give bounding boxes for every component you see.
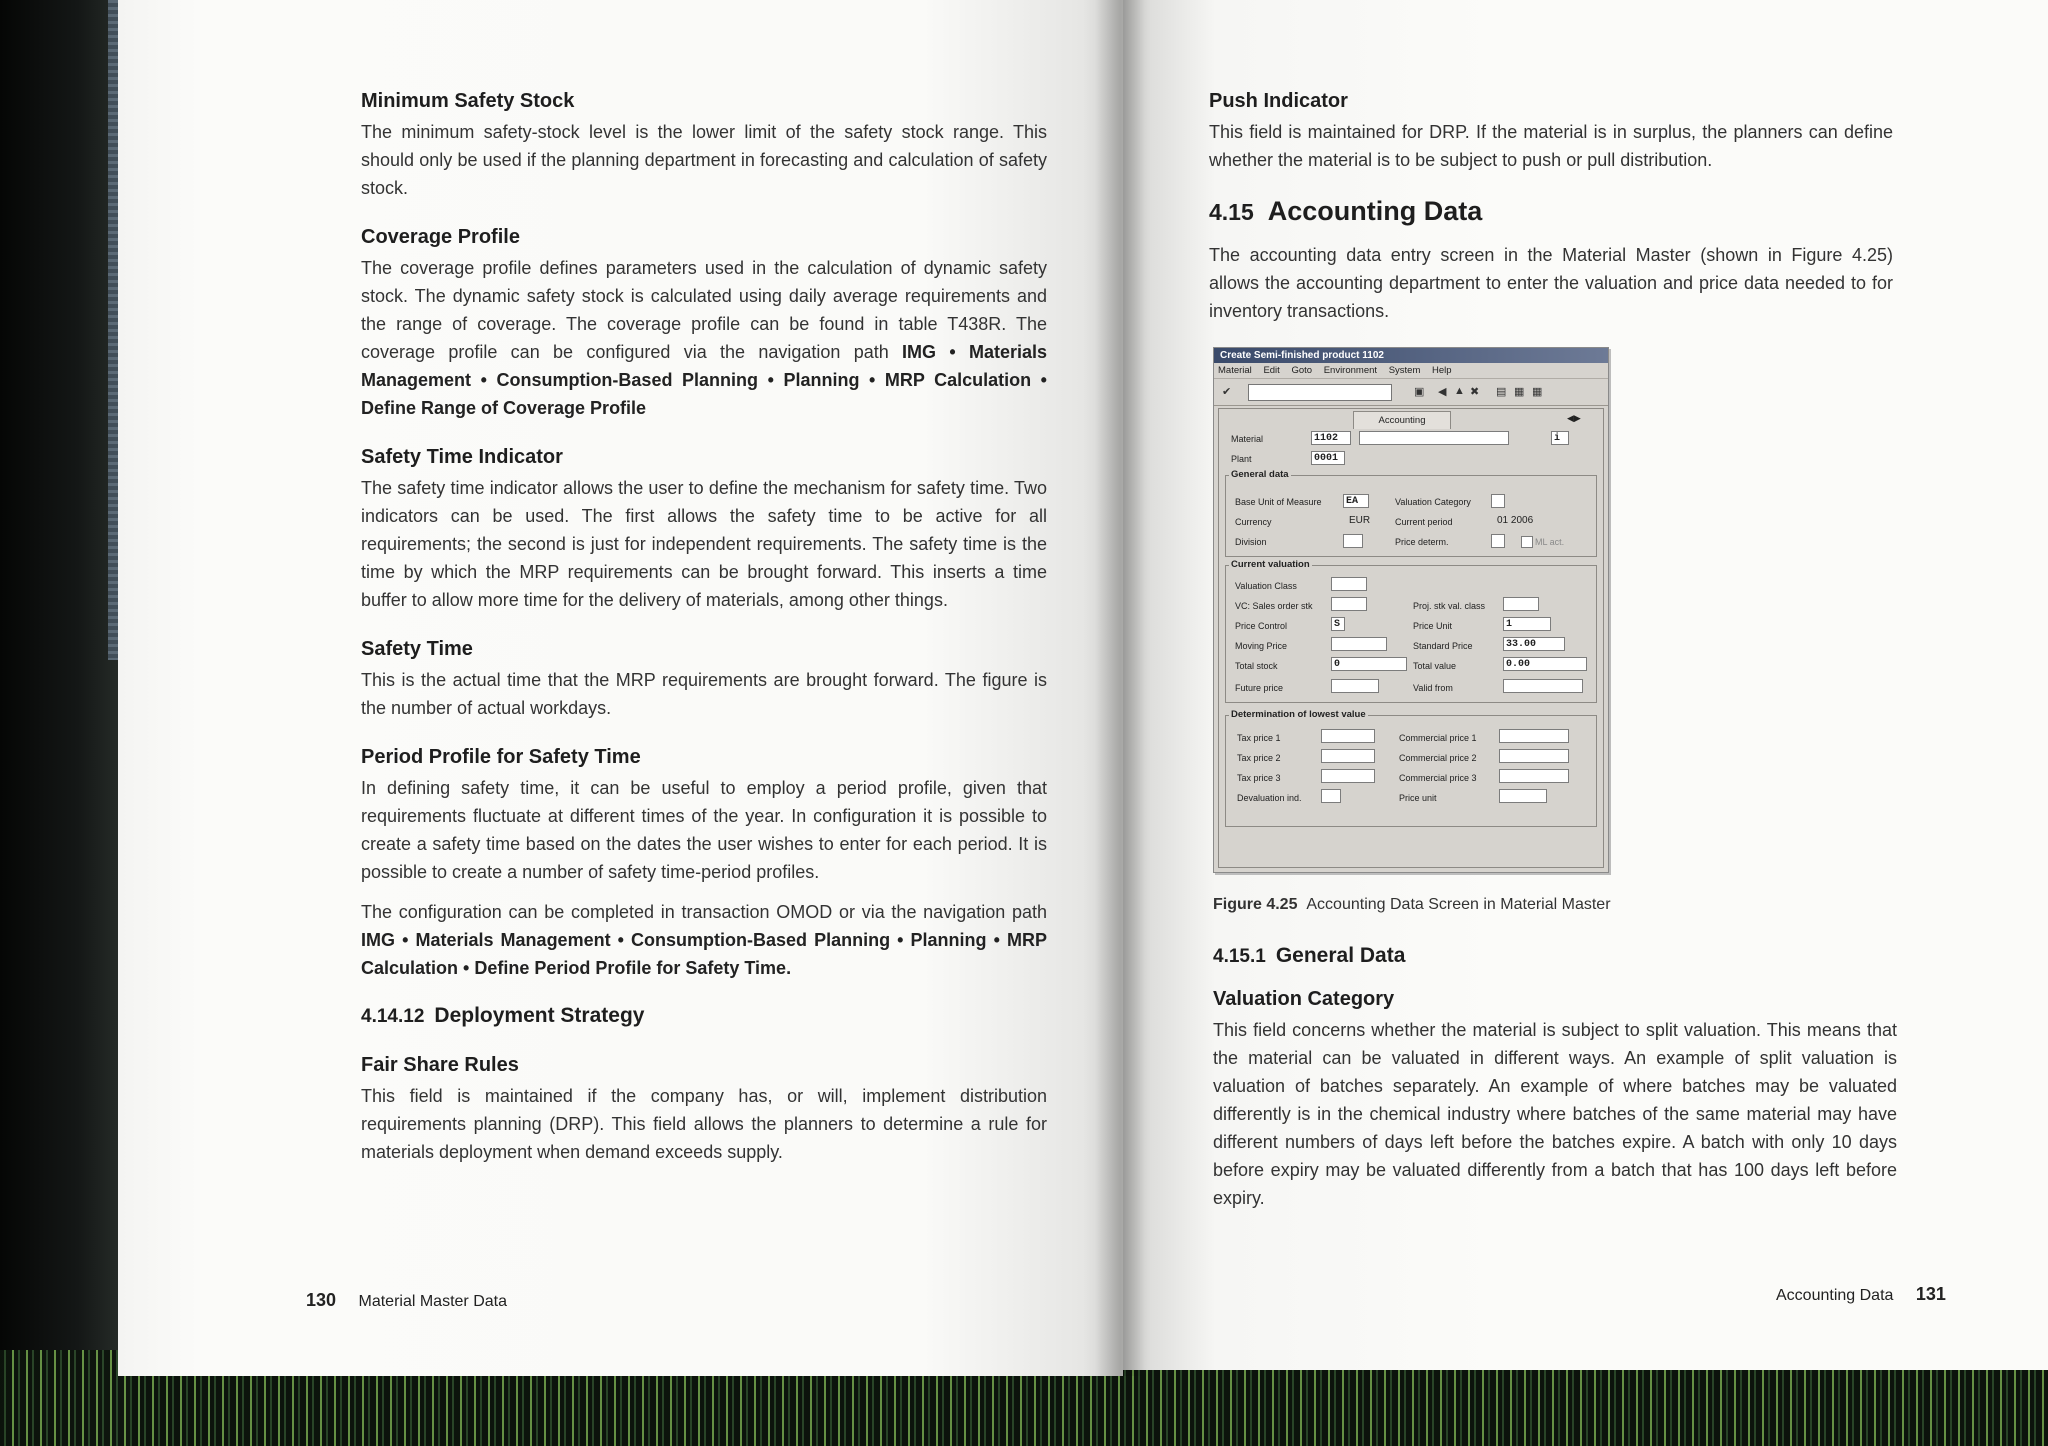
subsection-number: 4.14.12 (361, 1006, 425, 1027)
material-label: Material (1231, 434, 1264, 444)
valid-from-field[interactable] (1503, 679, 1583, 693)
valuation-category-label: Valuation Category (1395, 497, 1471, 507)
section-text: This field is maintained if the company has, or will, implement distribution requirements planning (DRP). This field allows the planners to determine a rule for materials deployment when demand exceeds supply. (361, 1086, 1047, 1162)
section-text: The accounting data entry screen in the Material Master (shown in Figure 4.25) allows the accounting department to enter the valuation and price data needed to for inventory transactions. (1209, 245, 1893, 321)
valuation-category-field[interactable] (1491, 494, 1505, 508)
menu-edit[interactable]: Edit (1263, 365, 1280, 376)
section-text: The minimum safety-stock level is the lower limit of the safety stock range. This should only be used if the planning department in forecasting and calculation of safety stock. (361, 122, 1047, 198)
proj-stk-val-class-label: Proj. stk val. class (1413, 601, 1486, 611)
moving-price-label: Moving Price (1235, 641, 1288, 651)
division-field[interactable] (1343, 534, 1363, 548)
commercial-price-1-field[interactable] (1499, 729, 1569, 743)
menu-environment[interactable]: Environment (1323, 365, 1378, 376)
check-icon[interactable]: ✔ (1222, 386, 1232, 398)
tax-price-2-label: Tax price 2 (1237, 753, 1281, 763)
standard-price-field[interactable]: 33.00 (1503, 637, 1565, 651)
future-price-field[interactable] (1331, 679, 1379, 693)
menu-goto[interactable]: Goto (1291, 365, 1313, 376)
config-text: The configuration can be completed in transaction OMOD or via the navigation path IMG • Materials Management • Consumption-Based Planning • Planning • MRP Calculation • Define Period Profile for Safety Time. (361, 902, 1047, 978)
section-title: Accounting Data (1267, 196, 1483, 226)
section-fair-share-rules (361, 1052, 1047, 1166)
tax-price-1-label: Tax price 1 (1237, 733, 1281, 743)
price-unit-lowest-field[interactable] (1499, 789, 1547, 803)
page-number: 130 (306, 1290, 337, 1310)
navigation-path: IMG • Materials Management • Consumption-Based Planning • Planning • MRP Calculation • Define Period Profile for Safety Time. (361, 930, 1047, 978)
section-heading: Push Indicator (1209, 90, 1348, 112)
section-period-profile (361, 744, 1047, 886)
subsection-title: Deployment Strategy (434, 1004, 645, 1027)
sap-menu-bar (1214, 363, 1608, 379)
commercial-price-3-label: Commercial price 3 (1399, 773, 1477, 783)
running-title: Accounting Data (1776, 1287, 1894, 1304)
price-unit-field[interactable]: 1 (1503, 617, 1551, 631)
back-icon[interactable]: ◀ (1438, 386, 1447, 398)
subsection-number: 4.15.1 (1213, 946, 1266, 967)
section-text: This is the actual time that the MRP requirements are brought forward. The figure is the number of actual workdays. (361, 670, 1047, 718)
book-gutter (1095, 0, 1145, 1376)
section-coverage-profile (361, 224, 1047, 422)
tax-price-2-field[interactable] (1321, 749, 1375, 763)
section-heading: Safety Time (361, 638, 473, 660)
section-heading: Minimum Safety Stock (361, 90, 575, 112)
plant-field[interactable]: 0001 (1311, 451, 1345, 465)
devaluation-label: Devaluation ind. (1237, 793, 1302, 803)
section-heading: Valuation Category (1213, 988, 1395, 1010)
section-text: This field concerns whether the material is subject to split valuation. This means that the material can be valuated in different ways. An example of split valuation is valuation of batches separately. An example of where batches may be valuated differently is in the chemical industry where batches of the same material may have different numbers of days left before the batches expire. A batch with only 10 days before expiry may be valuated differently from a batch that has 100 days left before expiry. (1213, 1020, 1897, 1208)
save-icon[interactable]: ▣ (1414, 386, 1425, 398)
section-heading-accounting (1209, 196, 1893, 227)
section-safety-time (361, 636, 1047, 722)
valid-from-label: Valid from (1413, 683, 1453, 693)
standard-price-label: Standard Price (1413, 641, 1473, 651)
valuation-class-label: Valuation Class (1235, 581, 1297, 591)
base-uom-label: Base Unit of Measure (1235, 497, 1322, 507)
info-icon[interactable]: i (1551, 431, 1569, 445)
right-column-lower (1213, 940, 1897, 1212)
figure-label: Figure 4.25 (1213, 896, 1298, 913)
tab-scroll-icon[interactable]: ◀▶ (1567, 413, 1581, 423)
current-period-value: 01 2006 (1495, 514, 1555, 528)
sap-toolbar (1214, 379, 1608, 406)
section-push-indicator (1209, 88, 1893, 174)
price-unit-lowest-label: Price unit (1399, 793, 1437, 803)
section-text: This field is maintained for DRP. If the material is in surplus, the planners can define whether the material is to be subject to push or pull distribution. (1209, 122, 1893, 170)
navigation-path: IMG • Materials Management • Consumption-Based Planning • Planning • MRP Calculation • Define Range of Coverage Profile (361, 342, 1047, 418)
ml-act-checkbox[interactable] (1521, 536, 1533, 548)
find-next-icon[interactable]: ▦ (1532, 386, 1543, 398)
figure-caption-text: Accounting Data Screen in Material Master (1306, 896, 1611, 913)
group-title: Determination of lowest value (1231, 709, 1366, 720)
vc-sales-order-field[interactable] (1331, 597, 1367, 611)
section-number: 4.15 (1209, 199, 1254, 225)
commercial-price-3-field[interactable] (1499, 769, 1569, 783)
right-column (1209, 88, 1893, 325)
total-stock-label: Total stock (1235, 661, 1278, 671)
find-icon[interactable]: ▦ (1514, 386, 1525, 398)
total-stock-field[interactable]: 0 (1331, 657, 1407, 671)
page-number: 131 (1915, 1284, 1946, 1304)
exit-icon[interactable]: ▲ (1454, 385, 1465, 397)
tax-price-3-field[interactable] (1321, 769, 1375, 783)
material-field[interactable]: 1102 (1311, 431, 1351, 445)
total-value-field[interactable]: 0.00 (1503, 657, 1587, 671)
sap-title-bar: Create Semi-finished product 1102 (1214, 348, 1608, 363)
devaluation-field[interactable] (1321, 789, 1341, 803)
plant-label: Plant (1231, 454, 1252, 464)
subsection-heading (361, 1004, 1047, 1028)
total-value-label: Total value (1413, 661, 1457, 671)
current-period-label: Current period (1395, 517, 1453, 527)
section-heading: Period Profile for Safety Time (361, 746, 641, 768)
section-heading: Fair Share Rules (361, 1054, 519, 1076)
base-uom-field[interactable]: EA (1343, 494, 1369, 508)
group-title: Current valuation (1231, 559, 1310, 570)
material-description-field[interactable] (1359, 431, 1509, 445)
tax-price-3-label: Tax price 3 (1237, 773, 1281, 783)
command-field[interactable] (1248, 384, 1392, 401)
commercial-price-2-label: Commercial price 2 (1399, 753, 1477, 763)
price-control-field[interactable]: S (1331, 617, 1345, 631)
section-text: The safety time indicator allows the user to define the mechanism for safety time. Two indicators can be used. The first allows the safety time to be active for all requirements; the second is just for independent requirements. The safety time is the time by which the MRP requirements can be brought forward. This inserts a time buffer to allow more time for the delivery of materials, among other things. (361, 478, 1047, 610)
proj-stk-val-class-field[interactable] (1503, 597, 1539, 611)
section-configuration (361, 898, 1047, 982)
vc-sales-order-label: VC: Sales order stk (1235, 601, 1313, 611)
cancel-icon[interactable]: ✖ (1470, 386, 1480, 398)
section-text: The coverage profile defines parameters used in the calculation of dynamic safety stock. The dynamic safety stock is calculated using daily average requirements and the range of coverage. The coverage profile can be found in table T438R. The coverage profile can be configured via the navigation path IMG • Materials Management • Consumption-Based Planning • Planning • MRP Calculation • Define Range of Coverage Profile (361, 258, 1047, 418)
commercial-price-1-label: Commercial price 1 (1399, 733, 1477, 743)
tax-price-1-field[interactable] (1321, 729, 1375, 743)
figure-caption (1213, 896, 1611, 914)
subsection-heading (1213, 944, 1897, 968)
sap-content-area (1218, 408, 1604, 868)
section-heading: Coverage Profile (361, 226, 520, 248)
section-text: In defining safety time, it can be useful to employ a period profile, given that requirements fluctuate at different times of the year. In configuration it is possible to create a safety time based on the dates the user wishes to enter for each period. It is possible to create a number of safety time-period profiles. (361, 778, 1047, 882)
ml-act-label: ML act. (1535, 537, 1565, 547)
left-column (361, 88, 1047, 1188)
commercial-price-2-field[interactable] (1499, 749, 1569, 763)
menu-system[interactable]: System (1388, 365, 1421, 376)
print-icon[interactable]: ▤ (1496, 386, 1507, 398)
subsection-title: General Data (1275, 944, 1406, 967)
currency-value: EUR (1347, 514, 1373, 528)
menu-help[interactable]: Help (1432, 365, 1452, 376)
right-footer (1776, 1284, 1946, 1305)
price-determination-field[interactable] (1491, 534, 1505, 548)
valuation-class-field[interactable] (1331, 577, 1367, 591)
future-price-label: Future price (1235, 683, 1284, 693)
price-control-label: Price Control (1235, 621, 1288, 631)
menu-material[interactable]: Material (1218, 365, 1252, 376)
section-safety-time-indicator (361, 444, 1047, 614)
currency-label: Currency (1235, 517, 1272, 527)
tab-accounting[interactable]: Accounting (1353, 411, 1451, 429)
group-title: General data (1231, 469, 1289, 480)
division-label: Division (1235, 537, 1267, 547)
left-footer (306, 1290, 507, 1311)
price-determination-label: Price determ. (1395, 537, 1449, 547)
sap-screenshot (1213, 347, 1609, 873)
section-heading: Safety Time Indicator (361, 446, 563, 468)
running-title: Material Master Data (358, 1293, 507, 1310)
price-unit-label: Price Unit (1413, 621, 1453, 631)
section-minimum-safety-stock (361, 88, 1047, 202)
moving-price-field[interactable] (1331, 637, 1387, 651)
